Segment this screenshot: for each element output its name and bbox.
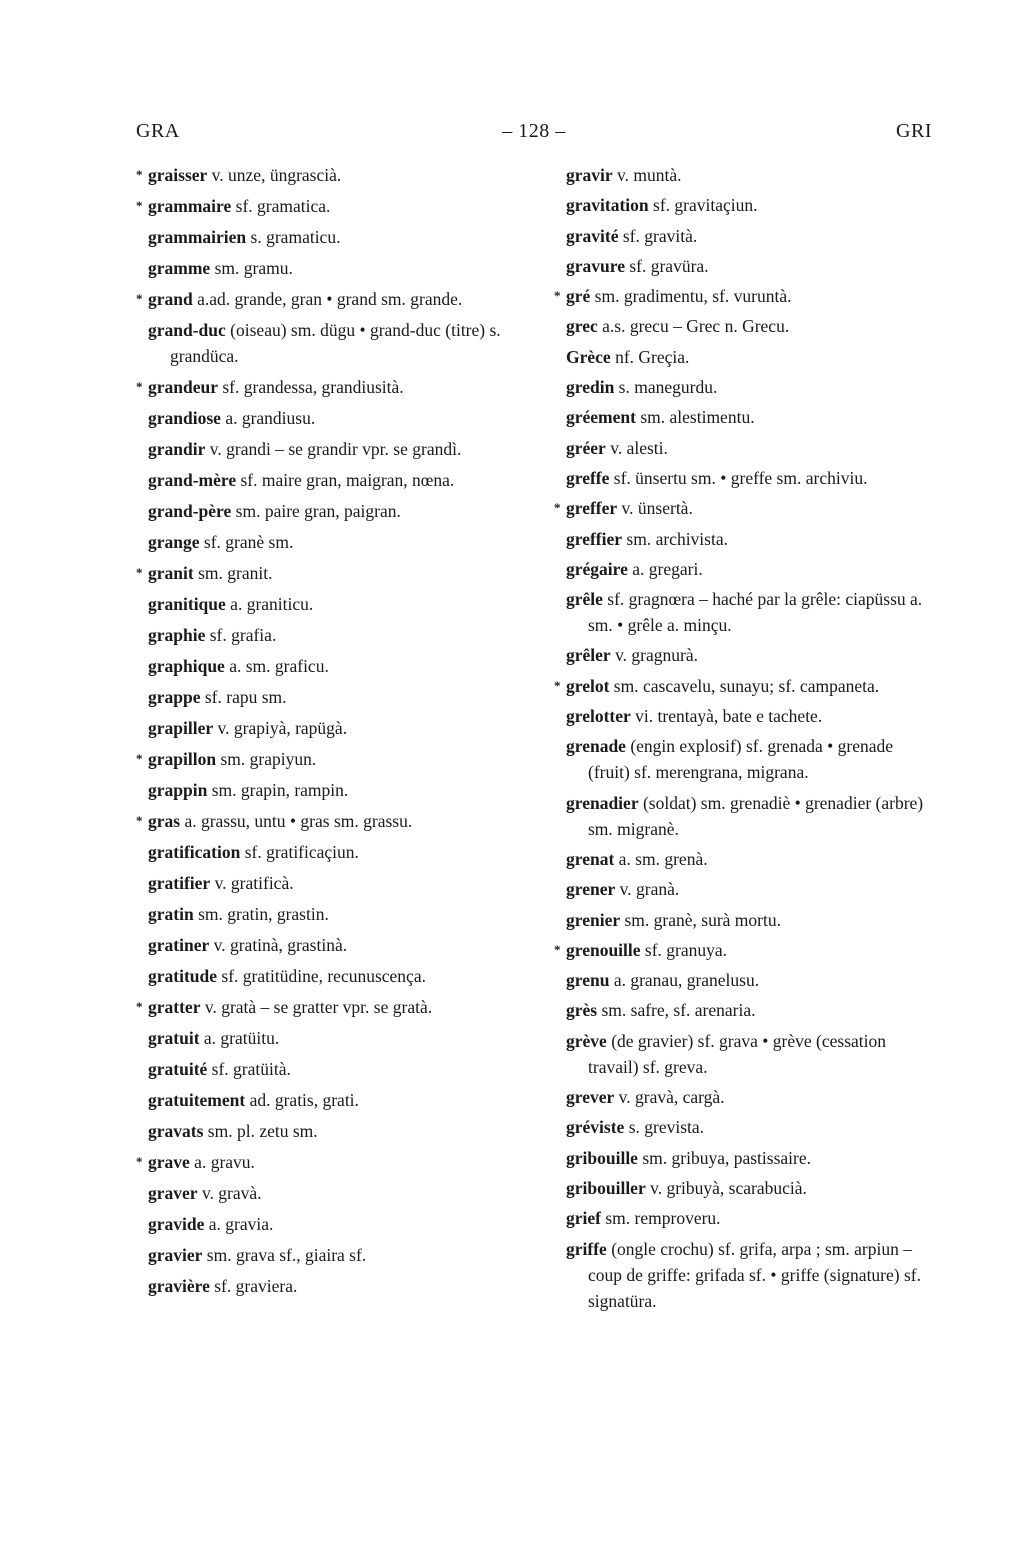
entry-text: grandeur sf. grandessa, grandiusità. — [148, 377, 404, 397]
entry-text: gravats sm. pl. zetu sm. — [148, 1121, 318, 1141]
entry-text: gratter v. gratà – se gratter vpr. se gratà. — [148, 997, 433, 1017]
entry-text: grégaire a. gregari. — [566, 558, 703, 579]
dictionary-entry — [148, 1056, 528, 1082]
dictionary-entry — [566, 404, 938, 430]
entry-text: grief sm. remproveru. — [566, 1208, 721, 1229]
entry-text: gravier sm. grava sf., giaira sf. — [148, 1245, 367, 1265]
entry-text: grêler v. gragnurà. — [566, 645, 698, 666]
entry-text: grelot sm. cascavelu, sunayu; sf. campaneta. — [566, 675, 880, 696]
dictionary-entry — [566, 1084, 938, 1110]
dictionary-entry — [136, 162, 528, 188]
dictionary-entry — [566, 907, 938, 933]
dictionary-entry — [566, 790, 938, 842]
entry-text: gratuité sf. gratüità. — [148, 1059, 291, 1079]
dictionary-entry — [566, 374, 938, 400]
entry-text: greffer v. ünsertà. — [566, 498, 693, 519]
entry-text: grêle sf. gragnœra – haché par la grêle: ciapüssu a. sm. • grêle a. minçu. — [566, 589, 923, 636]
entry-text: grève (de gravier) sf. grava • grève (cessation travail) sf. greva. — [566, 1030, 887, 1077]
dictionary-entry — [148, 529, 528, 555]
entry-text: grapiller v. grapiyà, rapügà. — [148, 718, 348, 738]
entry-text: grand-père sm. paire gran, paigran. — [148, 501, 401, 521]
entry-text: gramme sm. gramu. — [148, 258, 293, 278]
dictionary-entry — [148, 1087, 528, 1113]
entry-text: gratuit a. gratüitu. — [148, 1028, 280, 1048]
dictionary-entry — [148, 870, 528, 896]
dictionary-entry — [566, 846, 938, 872]
page-number: – 128 – — [502, 120, 566, 142]
entry-text: greffier sm. archivista. — [566, 528, 728, 549]
dictionary-entry — [148, 498, 528, 524]
entry-text: grelotter vi. trentayà, bate e tachete. — [566, 706, 823, 727]
dictionary-entry — [148, 622, 528, 648]
entry-text: gratifier v. gratificà. — [148, 873, 294, 893]
dictionary-entry — [566, 465, 938, 491]
entry-text: grammaire sf. gramatica. — [148, 196, 331, 216]
dictionary-entry — [148, 932, 528, 958]
entry-text: graver v. gravà. — [148, 1183, 262, 1203]
right-column — [554, 162, 938, 1318]
asterisk-icon: * — [554, 288, 561, 304]
entry-text: grammairien s. gramaticu. — [148, 227, 341, 247]
asterisk-icon: * — [136, 999, 143, 1014]
entry-text: grenu a. granau, granelusu. — [566, 970, 760, 991]
dictionary-entry — [566, 586, 938, 638]
entry-text: gratification sf. gratificaçiun. — [148, 842, 359, 862]
dictionary-entry — [136, 374, 528, 400]
entry-text: gratiner v. gratinà, grastinà. — [148, 935, 348, 955]
entry-text: gratitude sf. gratitüdine, recunuscença. — [148, 966, 426, 986]
dictionary-entry — [148, 715, 528, 741]
dictionary-entry — [148, 436, 528, 462]
dictionary-entry — [136, 1149, 528, 1175]
entry-text: grenadier (soldat) sm. grenadiè • grenadier (arbre) sm. migranè. — [566, 792, 924, 839]
dictionary-entry — [136, 286, 528, 312]
dictionary-entry — [136, 560, 528, 586]
entry-text: gréviste s. grevista. — [566, 1117, 705, 1138]
dictionary-entry — [136, 193, 528, 219]
entry-text: grand-duc (oiseau) sm. dügu • grand-duc (titre) s. grandüca. — [148, 320, 501, 366]
entry-text: gréement sm. alestimentu. — [566, 407, 755, 428]
dictionary-entry — [566, 1145, 938, 1171]
dictionary-entry — [148, 901, 528, 927]
entry-text: grange sf. granè sm. — [148, 532, 294, 552]
dictionary-entry — [566, 253, 938, 279]
entry-text: grec a.s. grecu – Grec n. Grecu. — [566, 316, 790, 337]
entry-text: gré sm. gradimentu, sf. vuruntà. — [566, 286, 792, 307]
dictionary-entry — [566, 162, 938, 188]
entry-text: greffe sf. ünsertu sm. • greffe sm. archiviu. — [566, 467, 868, 488]
entry-text: grand-mère sf. maire gran, maigran, nœna. — [148, 470, 455, 490]
dictionary-entry — [148, 591, 528, 617]
entry-text: gratin sm. gratin, grastin. — [148, 904, 329, 924]
dictionary-entry — [148, 255, 528, 281]
entry-text: grenier sm. granè, surà mortu. — [566, 909, 781, 930]
entry-text: grapillon sm. grapiyun. — [148, 749, 317, 769]
dictionary-entry — [566, 556, 938, 582]
dictionary-entry — [554, 673, 938, 699]
dictionary-entry — [148, 963, 528, 989]
entry-text: grever v. gravà, cargà. — [566, 1087, 725, 1108]
asterisk-icon: * — [136, 1154, 143, 1169]
dictionary-entry — [566, 526, 938, 552]
asterisk-icon: * — [136, 751, 143, 766]
entry-text: granit sm. granit. — [148, 563, 273, 583]
asterisk-icon: * — [136, 291, 143, 306]
entry-text: grenade (engin explosif) sf. grenada • grenade (fruit) sf. merengrana, migrana. — [566, 736, 894, 783]
dictionary-entry — [136, 808, 528, 834]
dictionary-entry — [148, 224, 528, 250]
entry-text: grappe sf. rapu sm. — [148, 687, 287, 707]
entry-text: gribouiller v. gribuyà, scarabucià. — [566, 1177, 807, 1198]
entry-text: grappin sm. grapin, rampin. — [148, 780, 349, 800]
dictionary-entry — [554, 937, 938, 963]
dictionary-entry — [566, 435, 938, 461]
dictionary-entry — [566, 313, 938, 339]
entry-text: griffe (ongle crochu) sf. grifa, arpa ; sm. arpiun – coup de griffe: grifada sf. • griffe (signature) sf. signatüra. — [566, 1238, 921, 1311]
entry-text: grener v. granà. — [566, 879, 680, 900]
entry-text: grenat a. sm. grenà. — [566, 848, 708, 869]
entry-text: grès sm. safre, sf. arenaria. — [566, 1000, 756, 1021]
asterisk-icon: * — [136, 167, 143, 182]
asterisk-icon: * — [554, 500, 561, 516]
dictionary-entry — [148, 1242, 528, 1268]
entry-text: Grèce nf. Greçia. — [566, 346, 690, 367]
entry-text: grave a. gravu. — [148, 1152, 255, 1172]
dictionary-entry — [148, 684, 528, 710]
entry-text: graisser v. unze, üngrascià. — [148, 165, 342, 185]
entry-text: gravité sf. gravità. — [566, 225, 698, 246]
header-left-guideword: GRA — [136, 120, 180, 142]
asterisk-icon: * — [554, 941, 561, 957]
entry-text: grenouille sf. granuya. — [566, 939, 728, 960]
entry-text: gribouille sm. gribuya, pastissaire. — [566, 1147, 811, 1168]
dictionary-entry — [148, 1273, 528, 1299]
asterisk-icon: * — [136, 813, 143, 828]
dictionary-entry — [566, 1114, 938, 1140]
dictionary-entry — [148, 1180, 528, 1206]
entry-text: gravide a. gravia. — [148, 1214, 274, 1234]
dictionary-entry — [566, 1175, 938, 1201]
asterisk-icon: * — [554, 677, 561, 693]
dictionary-entry — [136, 746, 528, 772]
dictionary-entry — [148, 1211, 528, 1237]
left-column — [136, 162, 528, 1304]
dictionary-entry — [566, 192, 938, 218]
entry-text: grand a.ad. grande, gran • grand sm. grande. — [148, 289, 463, 309]
entry-text: granitique a. graniticu. — [148, 594, 314, 614]
dictionary-entry — [566, 344, 938, 370]
entry-text: gravière sf. graviera. — [148, 1276, 298, 1296]
dictionary-entry — [566, 223, 938, 249]
entry-text: grandir v. grandi – se grandir vpr. se grandì. — [148, 439, 462, 459]
asterisk-icon: * — [136, 565, 143, 580]
dictionary-entry — [148, 777, 528, 803]
entry-text: gredin s. manegurdu. — [566, 377, 718, 398]
dictionary-entry — [136, 994, 528, 1020]
entry-text: grandiose a. grandiusu. — [148, 408, 316, 428]
dictionary-entry — [566, 876, 938, 902]
dictionary-entry — [148, 317, 528, 369]
dictionary-entry — [148, 653, 528, 679]
page-header — [136, 120, 932, 150]
dictionary-entry — [566, 642, 938, 668]
dictionary-entry — [566, 967, 938, 993]
dictionary-entry — [148, 1025, 528, 1051]
entry-text: gréer v. alesti. — [566, 437, 668, 458]
dictionary-entry — [554, 495, 938, 521]
entry-text: gravure sf. gravüra. — [566, 255, 709, 276]
dictionary-entry — [566, 1236, 938, 1314]
asterisk-icon: * — [136, 198, 143, 213]
dictionary-entry — [148, 839, 528, 865]
dictionary-entry — [566, 997, 938, 1023]
dictionary-entry — [566, 1205, 938, 1231]
dictionary-entry — [148, 467, 528, 493]
entry-text: gras a. grassu, untu • gras sm. grassu. — [148, 811, 413, 831]
entry-text: gravir v. muntà. — [566, 165, 682, 185]
dictionary-entry — [148, 405, 528, 431]
dictionary-entry — [566, 1028, 938, 1080]
dictionary-entry — [148, 1118, 528, 1144]
dictionary-entry — [554, 283, 938, 309]
asterisk-icon: * — [136, 379, 143, 394]
entry-text: graphie sf. grafia. — [148, 625, 277, 645]
entry-text: gravitation sf. gravitaçiun. — [566, 195, 758, 216]
dictionary-entry — [566, 733, 938, 785]
dictionary-entry — [566, 703, 938, 729]
entry-text: graphique a. sm. graficu. — [148, 656, 329, 676]
header-right-guideword: GRI — [896, 120, 932, 142]
entry-text: gratuitement ad. gratis, grati. — [148, 1090, 359, 1110]
